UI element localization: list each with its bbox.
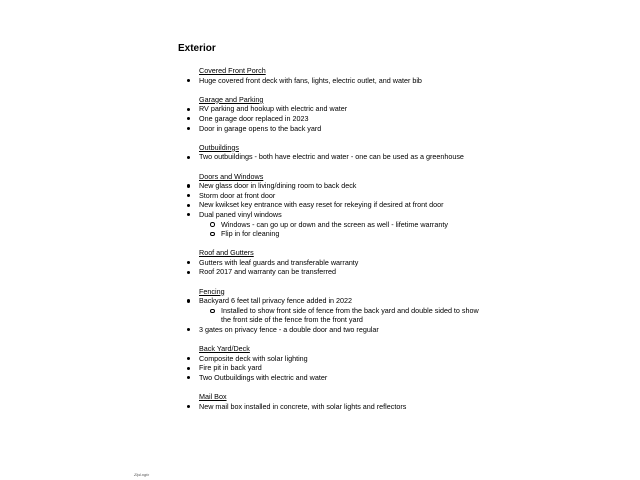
section-roof-and-gutters bbox=[187, 248, 487, 277]
list-item: Backyard 6 feet tall privacy fence added in 2022 bbox=[187, 296, 487, 306]
list-item: RV parking and hookup with electric and water bbox=[187, 104, 487, 114]
section-heading: Back Yard/Deck bbox=[199, 344, 250, 354]
list-item: One garage door replaced in 2023 bbox=[187, 114, 487, 124]
section-heading: Covered Front Porch bbox=[199, 66, 266, 75]
section-heading: Doors and Windows bbox=[199, 171, 264, 181]
list-item: 3 gates on privacy fence - a double door and two regular bbox=[187, 325, 487, 335]
section-heading: Garage and Parking bbox=[199, 94, 264, 104]
list-item: New kwikset key entrance with easy reset for rekeying if desired at front door bbox=[187, 200, 487, 210]
section-heading: Roof and Gutters bbox=[199, 248, 254, 258]
section-heading: Outbuildings bbox=[199, 142, 239, 152]
list-item: Storm door at front door bbox=[187, 191, 487, 201]
list-item: New mail box installed in concrete, with solar lights and reflectors bbox=[187, 402, 487, 412]
section-heading: Fencing bbox=[199, 286, 225, 296]
section-mail-box bbox=[187, 392, 487, 411]
list-item: Two Outbuildings with electric and water bbox=[187, 373, 487, 383]
section-garage-and-parking bbox=[187, 95, 487, 133]
list-item: Two outbuildings - both have electric and water - one can be used as a greenhouse bbox=[187, 152, 487, 162]
section-outbuildings bbox=[187, 143, 487, 162]
section-heading: Mail Box bbox=[199, 392, 227, 402]
list-item: Huge covered front deck with fans, lights, electric outlet, and water bib bbox=[187, 76, 487, 86]
exterior-features bbox=[187, 66, 487, 421]
section-covered-front-porch bbox=[187, 66, 487, 85]
list-item: Fire pit in back yard bbox=[187, 363, 487, 373]
section-doors-and-windows bbox=[187, 172, 487, 239]
sub-list-item: Flip in for cleaning bbox=[187, 229, 487, 239]
list-item: New glass door in living/dining room to back deck bbox=[187, 181, 487, 191]
section-back-yard-deck bbox=[187, 344, 487, 382]
page-title: Exterior bbox=[178, 43, 216, 54]
list-item: Door in garage opens to the back yard bbox=[187, 124, 487, 134]
list-item: Gutters with leaf guards and transferable warranty bbox=[187, 258, 487, 268]
footer-logo: ZipLogix bbox=[134, 472, 150, 477]
list-item: Roof 2017 and warranty can be transferred bbox=[187, 267, 487, 277]
sub-list-item: Installed to show front side of fence from the back yard and double sided to show the front side of the fence from the front yard bbox=[187, 306, 487, 325]
section-fencing bbox=[187, 287, 487, 335]
list-item: Dual paned vinyl windows bbox=[187, 210, 487, 220]
list-item: Composite deck with solar lighting bbox=[187, 354, 487, 364]
sub-list-item: Windows - can go up or down and the screen as well - lifetime warranty bbox=[187, 220, 487, 230]
